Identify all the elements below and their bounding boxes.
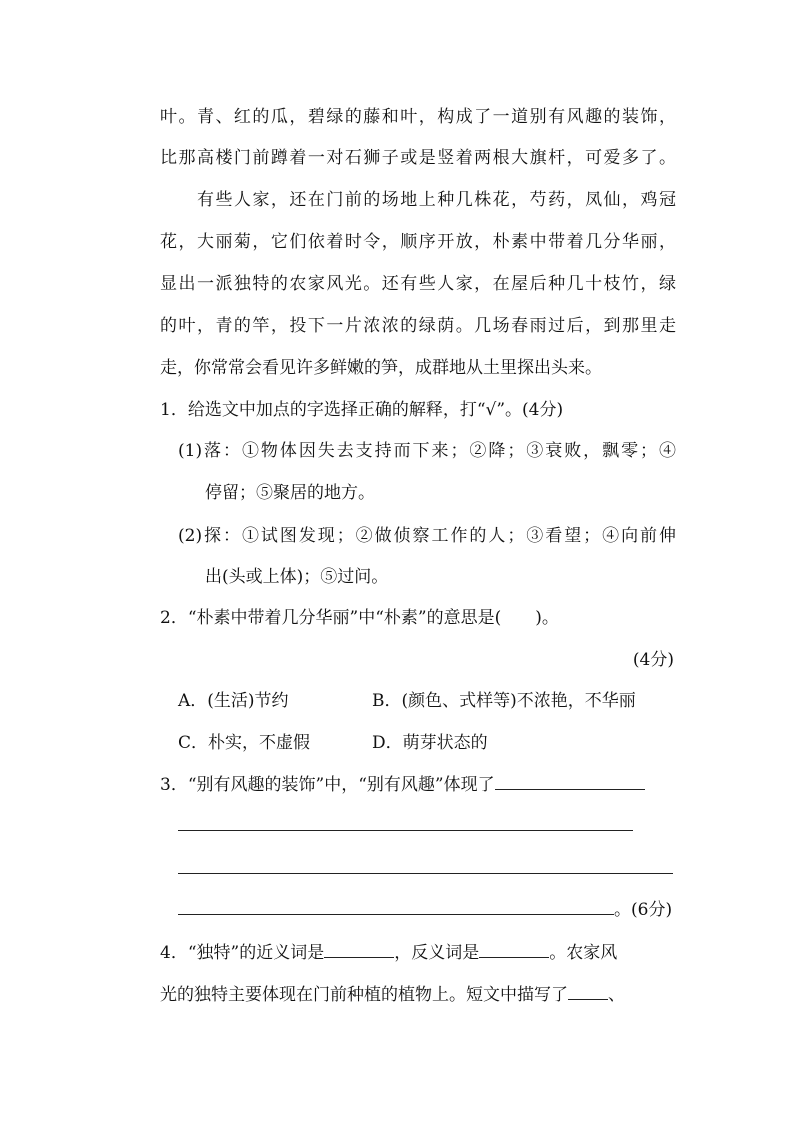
question-4-line-1 bbox=[160, 941, 617, 965]
answer-blank[interactable] bbox=[495, 773, 645, 790]
passage-line: 显出一派独特的农家风光。还有些人家，在屋后种几十枝竹，绿 bbox=[160, 274, 676, 294]
question-3-stem-text: 3．“别有风趣的装饰”中，“别有风趣”体现了 bbox=[160, 775, 495, 795]
answer-line[interactable] bbox=[178, 830, 633, 831]
antonym-blank[interactable] bbox=[479, 941, 549, 958]
question-1-item-2-cont: 出(头或上体)；⑤过问。 bbox=[205, 567, 389, 587]
passage-line: 的叶，青的竿，投下一片浓浓的绿荫。几场春雨过后，到那里走 bbox=[160, 316, 676, 336]
passage-line: 有些人家，还在门前的场地上种几株花，芍药，凤仙，鸡冠 bbox=[197, 190, 676, 210]
question-4-text: ，反义词是 bbox=[394, 943, 480, 963]
option-a[interactable]: A．(生活)节约 bbox=[178, 691, 289, 711]
question-4-text: 4．“独特”的近义词是 bbox=[160, 943, 325, 963]
option-c[interactable]: C．朴实，不虚假 bbox=[178, 733, 311, 753]
question-2-stem-end: )。 bbox=[535, 608, 559, 628]
option-b[interactable]: B．(颜色、式样等)不浓艳，不华丽 bbox=[372, 691, 636, 711]
question-1-stem: 1．给选文中加点的字选择正确的解释，打“√”。(4分) bbox=[160, 400, 564, 420]
question-3-last-line bbox=[178, 898, 672, 922]
passage-line: 花，大丽菊，它们依着时令，顺序开放，朴素中带着几分华丽， bbox=[160, 232, 676, 252]
question-3-score: 。(6分) bbox=[614, 900, 673, 920]
question-3-stem bbox=[160, 773, 645, 797]
synonym-blank[interactable] bbox=[324, 941, 394, 958]
passage-line: 比那高楼门前蹲着一对石狮子或是竖着两根大旗杆，可爱多了。 bbox=[160, 148, 676, 168]
passage-line: 叶。青、红的瓜，碧绿的藤和叶，构成了一道别有风趣的装饰， bbox=[160, 107, 676, 127]
question-4-text: 光的独特主要体现在门前种植的植物上。短文中描写了 bbox=[160, 985, 568, 1005]
option-d[interactable]: D．萌芽状态的 bbox=[372, 733, 488, 753]
passage-line: 走，你常常会看见许多鲜嫩的笋，成群地从土里探出头来。 bbox=[160, 358, 602, 378]
question-4-line-2 bbox=[160, 983, 625, 1007]
question-4-text: 。农家风 bbox=[549, 943, 618, 963]
question-2-score: (4分) bbox=[632, 650, 674, 670]
question-2-stem-text: 2．“朴素中带着几分华丽”中“朴素”的意思是( bbox=[160, 608, 502, 628]
plant-blank[interactable] bbox=[568, 983, 608, 1000]
answer-blank[interactable] bbox=[178, 898, 614, 915]
question-1-item-1: (1)落：①物体因失去支持而下来；②降；③衰败，飘零；④ bbox=[178, 441, 676, 461]
question-1-item-2: (2)探：①试图发现；②做侦察工作的人；③看望；④向前伸 bbox=[178, 526, 676, 546]
answer-line[interactable] bbox=[178, 873, 673, 874]
question-4-text: 、 bbox=[608, 985, 625, 1005]
question-2-stem bbox=[160, 606, 559, 630]
question-1-item-1-cont: 停留；⑤聚居的地方。 bbox=[205, 483, 375, 503]
